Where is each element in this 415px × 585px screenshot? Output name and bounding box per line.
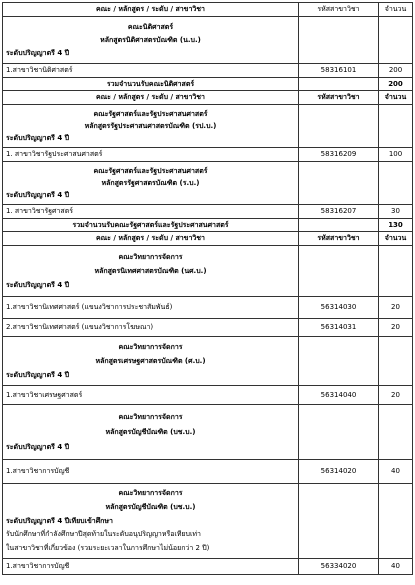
total-qty: 200 [379,78,413,91]
total-qty: 130 [379,219,413,232]
major-qty: 100 [379,148,413,162]
major-name: 1.สาขาวิชานิติศาสตร์ [3,64,299,78]
header-qty: จำนวน [379,232,413,246]
section-block [3,337,413,386]
header-program: คณะ / หลักสูตร / ระดับ / สาขาวิชา [3,232,299,246]
major-qty: 30 [379,205,413,219]
program-title: หลักสูตรนิเทศศาสตรบัณฑิต (นศ.บ.) [94,266,207,275]
header-program: คณะ / หลักสูตร / ระดับ / สาขาวิชา [3,91,299,105]
table-header [3,3,413,17]
table-row [3,460,413,484]
major-qty: 20 [379,319,413,337]
table-row [3,297,413,319]
eligibility-note: ในสาขาวิชาที่เกี่ยวข้อง (รวมระยะเวลาในการศึกษาไม่น้อยกว่า 2 ปี) [6,544,210,552]
table-row [3,559,413,575]
level-label: ระดับปริญญาตรี 4 ปี [6,280,70,289]
major-name: 1.สาขาวิชาการบัญชี [3,460,299,484]
major-code: 56314040 [299,386,379,405]
major-name: 2.สาขาวิชานิเทศศาสตร์ (แขนงวิชาการโฆษณา) [3,319,299,337]
header-code: รหัสสาขาวิชา [299,91,379,105]
section-block [3,405,413,460]
total-label: รวมจำนวนรับคณะนิติศาสตร์ [3,78,299,91]
level-label: ระดับปริญญาตรี 4 ปี [6,133,70,142]
table-row [3,64,413,78]
program-title: หลักสูตรรัฐประศาสนศาสตรบัณฑิต (รป.บ.) [84,121,217,130]
section-block [3,17,413,64]
header-code: รหัสสาขาวิชา [299,3,379,17]
major-qty: 40 [379,460,413,484]
major-name: 1.สาขาวิชาเศรษฐศาสตร์ [3,386,299,405]
major-code: 56314030 [299,297,379,319]
major-name: 1. สาขาวิชารัฐศาสตร์ [3,205,299,219]
total-row [3,219,413,232]
level-label: ระดับปริญญาตรี 4 ปี [6,190,70,199]
major-qty: 20 [379,386,413,405]
header-program: คณะ / หลักสูตร / ระดับ / สาขาวิชา [3,3,299,17]
table-header [3,232,413,246]
header-qty: จำนวน [379,91,413,105]
major-code: 56314031 [299,319,379,337]
table-row [3,319,413,337]
faculty-title: คณะวิทยาการจัดการ [118,252,183,261]
eligibility-note: รับนักศึกษาที่กำลังศึกษาปีสุดท้ายในระดับอนุปริญญาหรือเทียบเท่า [6,530,201,538]
major-code: 58316209 [299,148,379,162]
major-name: 1.สาขาวิชานิเทศศาสตร์ (แขนงวิชาการประชาสัมพันธ์) [3,297,299,319]
level-label: ระดับปริญญาตรี 4 ปี [6,442,70,451]
program-title: หลักสูตรบัญชีบัณฑิต (บช.บ.) [105,503,196,511]
program-title: หลักสูตรเศรษฐศาสตรบัณฑิต (ศ.บ.) [95,356,206,365]
faculty-title: คณะรัฐศาสตร์และรัฐประศาสนศาสตร์ [93,166,208,175]
major-name: 1. สาขาวิชารัฐประศาสนศาสตร์ [3,148,299,162]
level-label: ระดับปริญญาตรี 4 ปี [6,48,70,57]
faculty-title: คณะรัฐศาสตร์และรัฐประศาสนศาสตร์ [93,109,208,118]
section-block [3,484,413,559]
header-qty: จำนวน [379,3,413,17]
level-label: ระดับปริญญาตรี 4 ปีเทียบเข้าศึกษา [6,517,113,525]
major-code: 58316101 [299,64,379,78]
program-title: หลักสูตรนิติศาสตรบัณฑิต (น.บ.) [100,35,201,44]
major-qty: 40 [379,559,413,575]
faculty-title: คณะวิทยาการจัดการ [118,342,183,351]
table-row [3,148,413,162]
section-block [3,105,413,148]
section-block [3,246,413,297]
section-block [3,162,413,205]
admission-table [2,2,413,575]
table-row [3,205,413,219]
faculty-title: คณะวิทยาการจัดการ [118,489,183,497]
table-header [3,91,413,105]
major-name: 1.สาขาวิชาการบัญชี [3,559,299,575]
header-code: รหัสสาขาวิชา [299,232,379,246]
major-code: 56314020 [299,460,379,484]
major-code: 56334020 [299,559,379,575]
level-label: ระดับปริญญาตรี 4 ปี [6,370,70,379]
faculty-title: คณะวิทยาการจัดการ [118,412,183,421]
table-row [3,386,413,405]
major-qty: 200 [379,64,413,78]
faculty-title: คณะนิติศาสตร์ [127,22,174,31]
program-title: หลักสูตรบัญชีบัณฑิต (บช.บ.) [105,427,196,436]
program-title: หลักสูตรรัฐศาสตรบัณฑิต (ร.บ.) [101,178,200,187]
total-row [3,78,413,91]
major-code: 58316207 [299,205,379,219]
total-label: รวมจำนวนรับคณะรัฐศาสตร์และรัฐประศาสนศาสตร์ [3,219,299,232]
major-qty: 20 [379,297,413,319]
